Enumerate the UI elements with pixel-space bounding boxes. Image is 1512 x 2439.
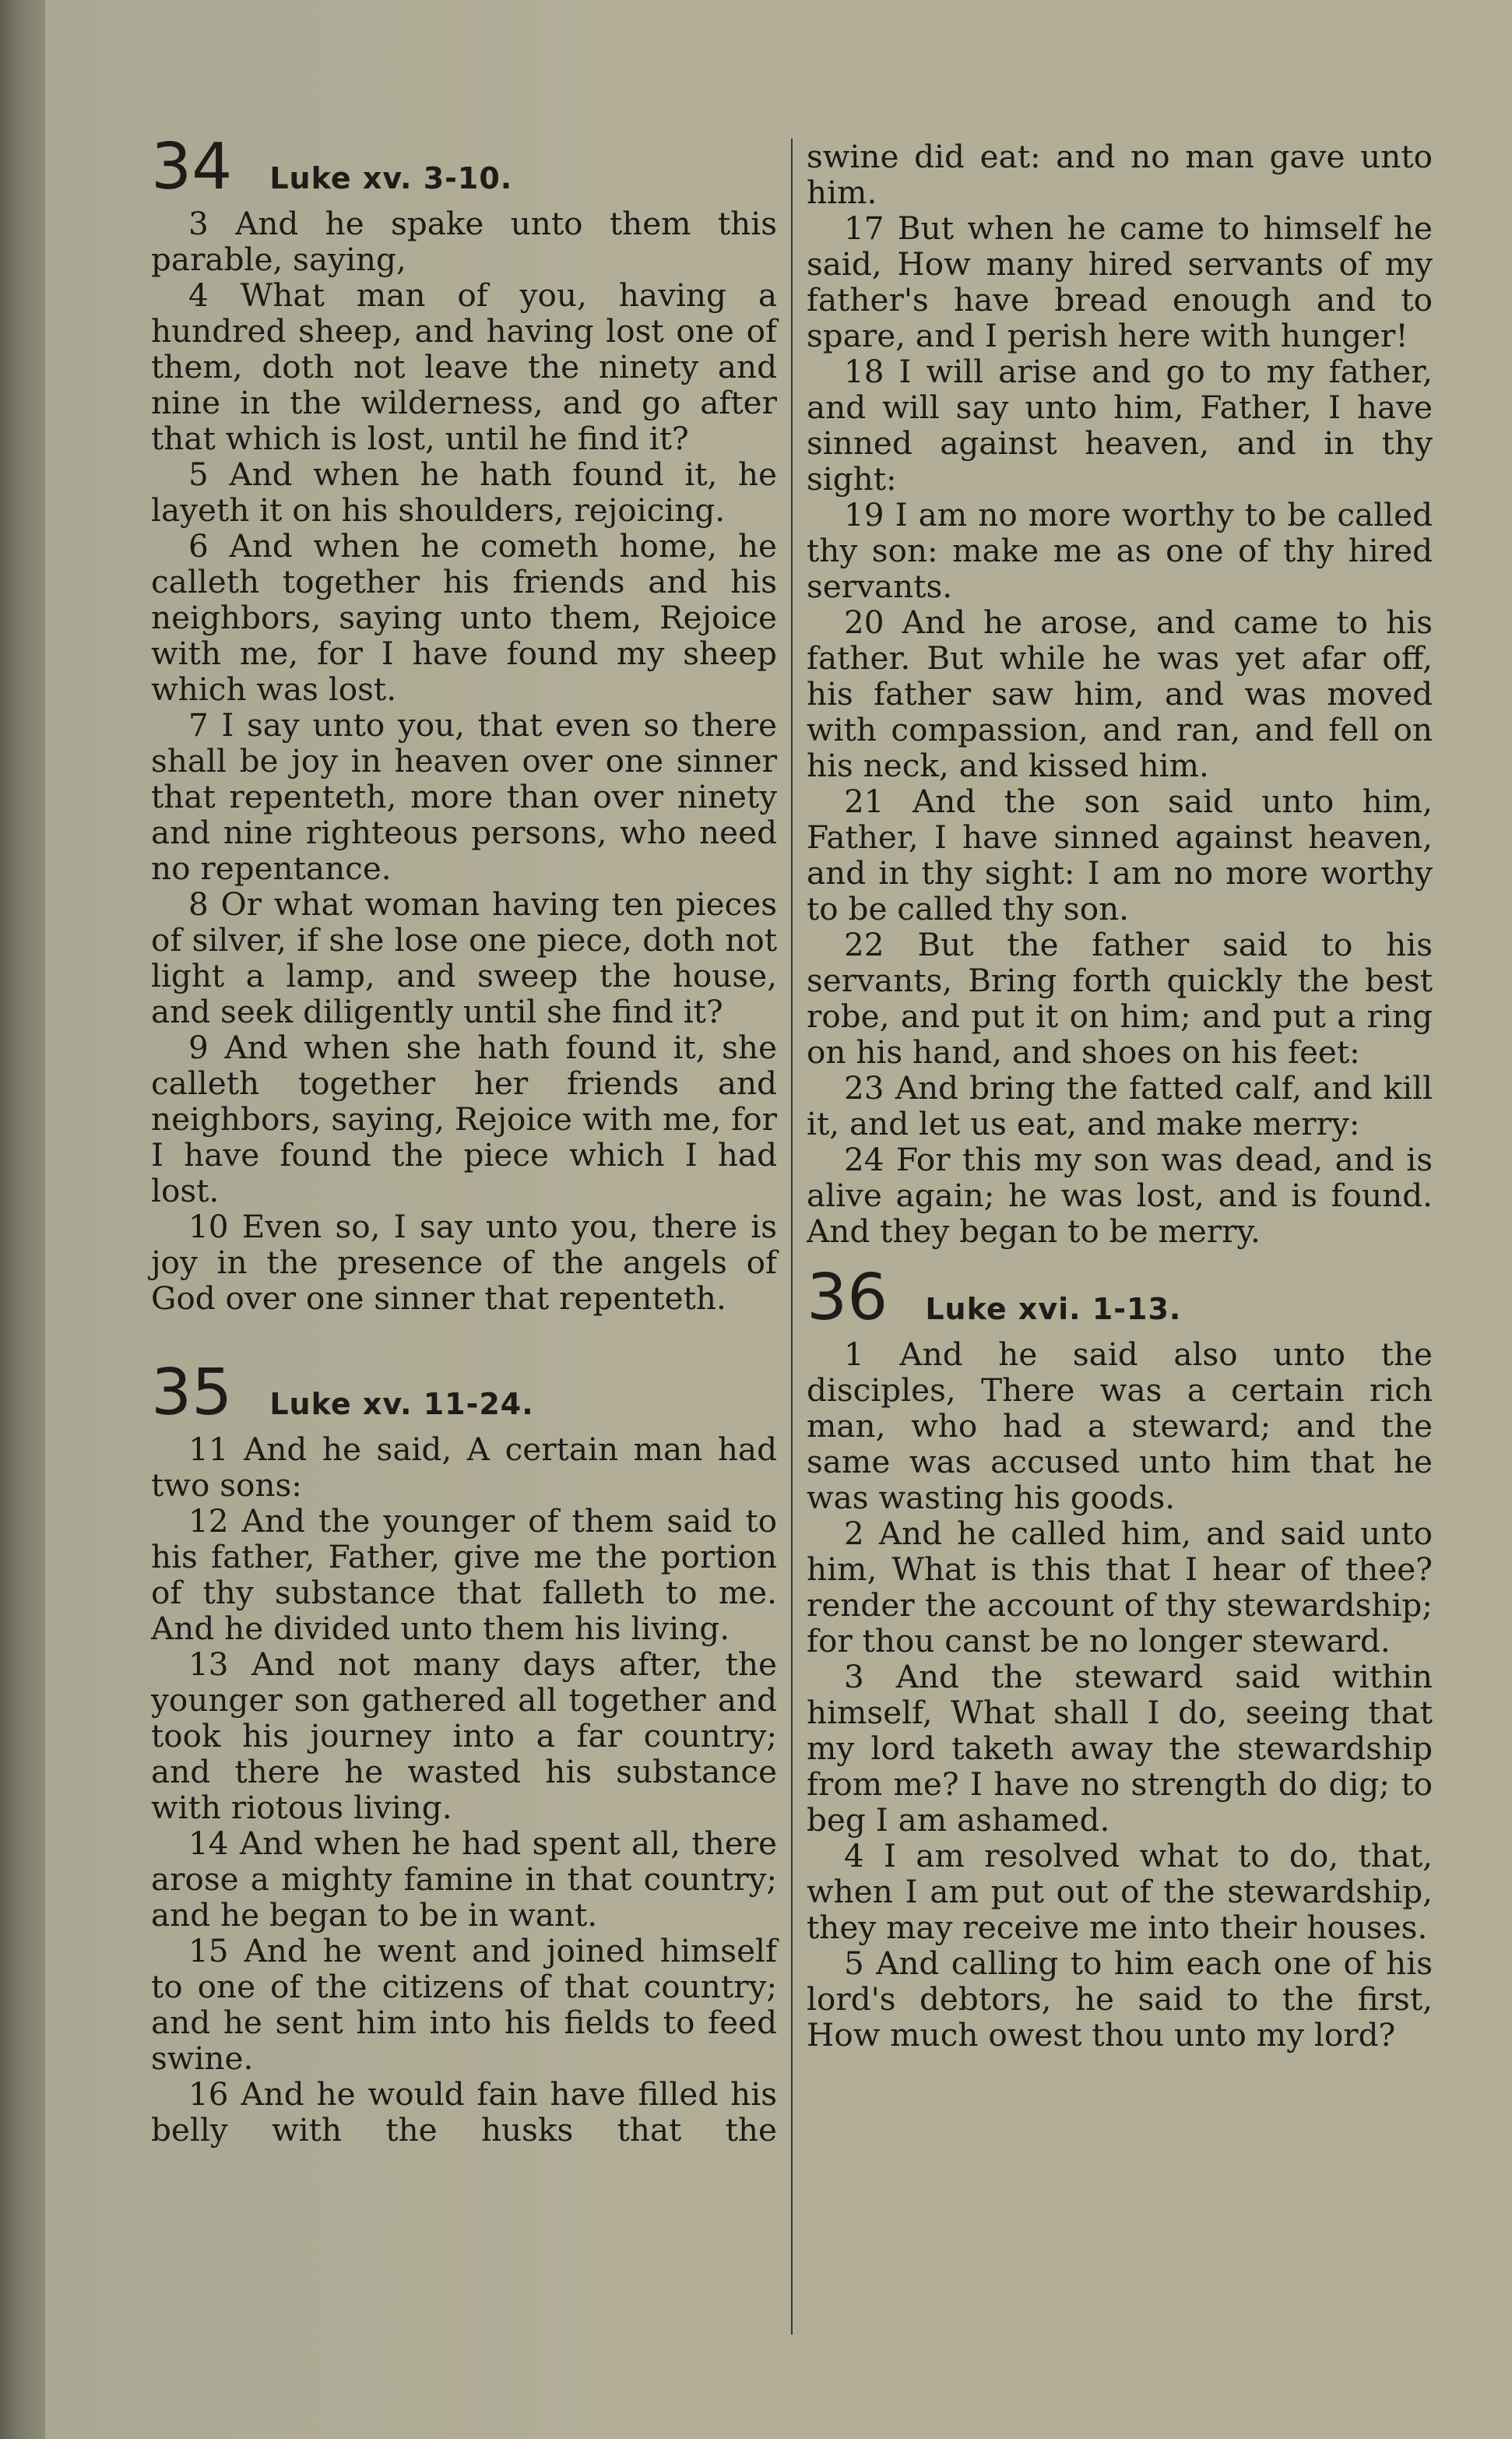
verse: 12 And the younger of them said to his father, Father, give me the portion of thy substance that falleth to me. And he divided unto them his living. (151, 1502, 777, 1647)
verse: 23 And bring the fatted calf, and kill it, and let us eat, and make merry: (807, 1069, 1433, 1142)
lesson-gap (151, 1316, 777, 1358)
verse: 14 And when he had spent all, there arose a mighty famine in that country; and he began to be in want. (151, 1825, 777, 1934)
lesson-heading (807, 1263, 1433, 1333)
lesson-reference: Luke xvi. 1-13. (925, 1292, 1182, 1326)
verse: 1 And he said also unto the disciples, There was a certain rich man, who had a steward; and the same was accused unto him that he was wasting his goods. (807, 1336, 1433, 1516)
verse: 4 I am resolved what to do, that, when I am put out of the stewardship, they may receive me into their houses. (807, 1837, 1433, 1946)
lesson-number: 34 (151, 130, 233, 204)
verse: 6 And when he cometh home, he calleth together his friends and his neighbors, saying unto them, Rejoice with me, for I have found my sheep which was lost. (151, 527, 777, 708)
verse: 7 I say unto you, that even so there shall be joy in heaven over one sinner that repenteth, more than over ninety and nine righteous persons, who need no repentance. (151, 706, 777, 887)
verse: 3 And he spake unto them this parable, saying, (151, 205, 777, 278)
verse: 19 I am no more worthy to be called thy son: make me as one of thy hired servants. (807, 496, 1433, 605)
lesson-heading (151, 132, 777, 202)
verse: 9 And when she hath found it, she calleth together her friends and neighbors, saying, Rejoice with me, for I have found the piece which I had lost. (151, 1029, 777, 1209)
lesson-heading (151, 1358, 777, 1428)
verse: 13 And not many days after, the younger son gathered all together and took his journey into a far country; and there he wasted his substance with riotous living. (151, 1645, 777, 1826)
column-divider (791, 139, 793, 2335)
book-page (45, 0, 1512, 2439)
left-column (151, 132, 777, 2148)
verse: 18 I will arise and go to my father, and will say unto him, Father, I have sinned against heaven, and in thy sight: (807, 353, 1433, 498)
verse: 4 What man of you, having a hundred sheep, and having lost one of them, doth not leave the ninety and nine in the wilderness, and go after that which is lost, until he find it? (151, 276, 777, 457)
verse: 22 But the father said to his servants, Bring forth quickly the best robe, and put it on him; and put a ring on his hand, and shoes on his feet: (807, 926, 1433, 1071)
book-spine-shadow (0, 0, 45, 2439)
lesson-number: 35 (151, 1356, 233, 1430)
lesson-reference: Luke xv. 3-10. (269, 161, 513, 195)
verse: 10 Even so, I say unto you, there is joy in the presence of the angels of God over one sinner that repenteth. (151, 1208, 777, 1317)
verse: 24 For this my son was dead, and is alive again; he was lost, and is found. And they began to be merry. (807, 1141, 1433, 1250)
verse: 5 And when he hath found it, he layeth it on his shoulders, rejoicing. (151, 456, 777, 529)
right-column (807, 139, 1433, 2053)
verse-continuation: swine did eat: and no man gave unto him. (807, 138, 1433, 211)
verse: 15 And he went and joined himself to one of the citizens of that country; and he sent him into his fields to feed swine. (151, 1932, 777, 2077)
verse: 17 But when he came to himself he said, How many hired servants of my father's have bread enough and to spare, and I perish here with hunger! (807, 209, 1433, 354)
verse: 8 Or what woman having ten pieces of silver, if she lose one piece, doth not light a lamp, and sweep the house, and seek diligently until she find it? (151, 885, 777, 1030)
verse: 5 And calling to him each one of his lord's debtors, he said to the first, How much owest thou unto my lord? (807, 1945, 1433, 2054)
verse: 16 And he would fain have filled his belly with the husks that the (151, 2075, 777, 2149)
lesson-reference: Luke xv. 11-24. (269, 1387, 534, 1421)
lesson-number: 36 (807, 1261, 888, 1335)
verse: 21 And the son said unto him, Father, I have sinned against heaven, and in thy sight: I am no more worthy to be called thy son. (807, 783, 1433, 927)
verse: 11 And he said, A certain man had two sons: (151, 1431, 777, 1504)
verse: 2 And he called him, and said unto him, What is this that I hear of thee? render the account of thy stewardship; for thou canst be no longer steward. (807, 1515, 1433, 1659)
lesson-gap (807, 1249, 1433, 1263)
verse: 20 And he arose, and came to his father. But while he was yet afar off, his father saw him, and was moved with compassion, and ran, and fell on his neck, and kissed him. (807, 604, 1433, 784)
verse: 3 And the steward said within himself, What shall I do, seeing that my lord taketh away the stewardship from me? I have no strength do dig; to beg I am ashamed. (807, 1658, 1433, 1839)
